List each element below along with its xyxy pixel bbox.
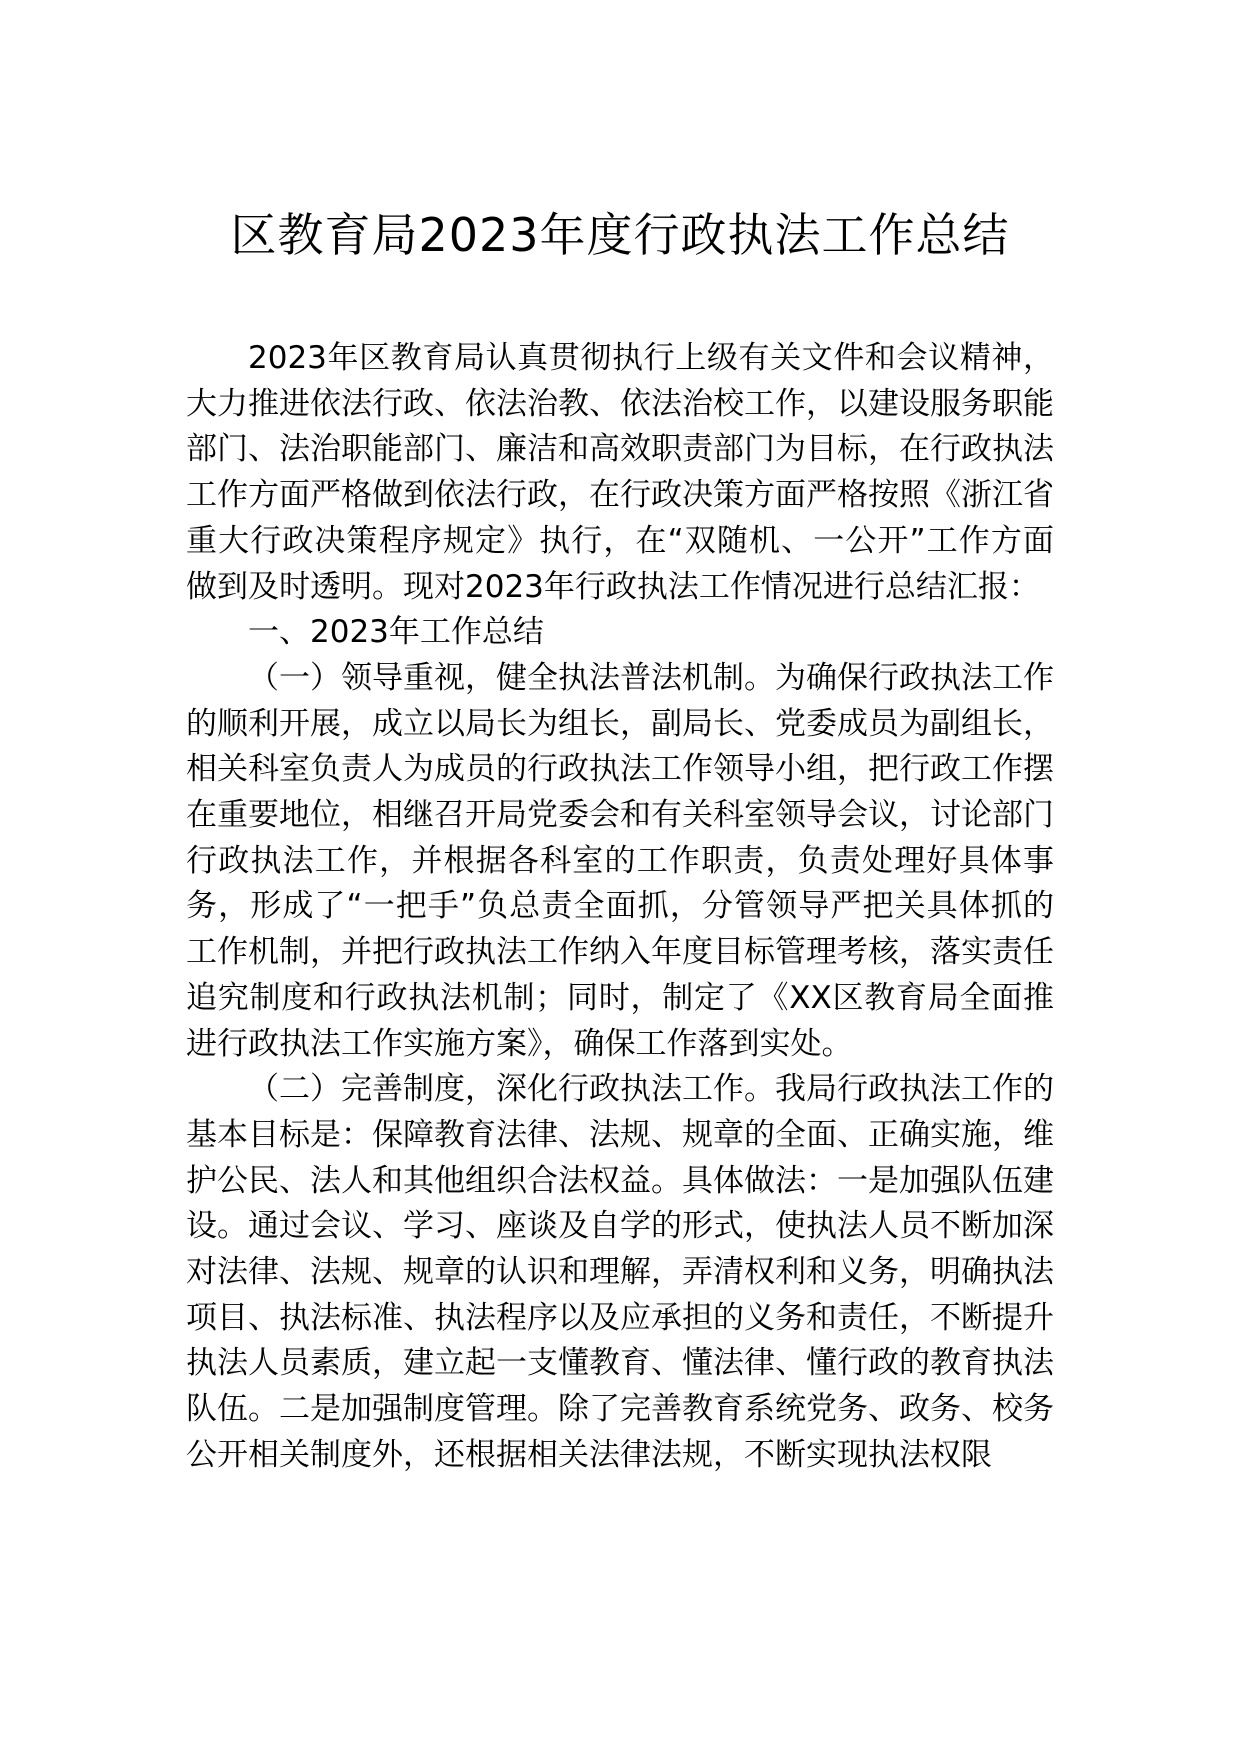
document-title: 区教育局2023年度行政执法工作总结 xyxy=(230,208,1010,262)
section-heading: 一、2023年工作总结 xyxy=(248,614,544,651)
subsection-paragraph-2: （二）完善制度，深化行政执法工作。我局行政执法工作的基本目标是：保障教育法律、法规、规章的全面、正确实施，维护公民、法人和其他组织合法权益。具体做法：一是加强队伍建设。通过会议、学习、座谈及自学的形式，使执法人员不断加深对法律、法规、规章的认识和理解，弄清权利和义务，明确执法项目、执法标准、执法程序以及应承担的义务和责任，不断提升执法人员素质，建立起一支懂教育、懂法律、懂行政的教育执法队伍。二是加强制度管理。除了完善教育系统党务、政务、校务公开相关制度外，还根据相关法律法规，不断实现执法权限 xyxy=(186,1071,1054,1473)
document-body xyxy=(186,336,1054,1479)
subsection-paragraph-1: （一）领导重视，健全执法普法机制。为确保行政执法工作的顺利开展，成立以局长为组长，副局长、党委成员为副组长，相关科室负责人为成员的行政执法工作领导小组，把行政工作摆在重要地位，相继召开局党委会和有关科室领导会议，讨论部门行政执法工作，并根据各科室的工作职责，负责处理好具体事务，形成了“一把手”负总责全面抓，分管领导严把关具体抓的工作机制，并把行政执法工作纳入年度目标管理考核，落实责任追究制度和行政执法机制；同时，制定了《XX区教育局全面推进行政执法工作实施方案》，确保工作落到实处。 xyxy=(186,659,1054,1062)
intro-paragraph: 2023年区教育局认真贯彻执行上级有关文件和会议精神，大力推进依法行政、依法治教、依法治校工作，以建设服务职能部门、法治职能部门、廉洁和高效职责部门为目标，在行政执法工作方面严格做到依法行政，在行政决策方面严格按照《浙江省重大行政决策程序规定》执行，在“双随机、一公开”工作方面做到及时透明。现对2023年行政执法工作情况进行总结汇报： xyxy=(186,340,1054,605)
